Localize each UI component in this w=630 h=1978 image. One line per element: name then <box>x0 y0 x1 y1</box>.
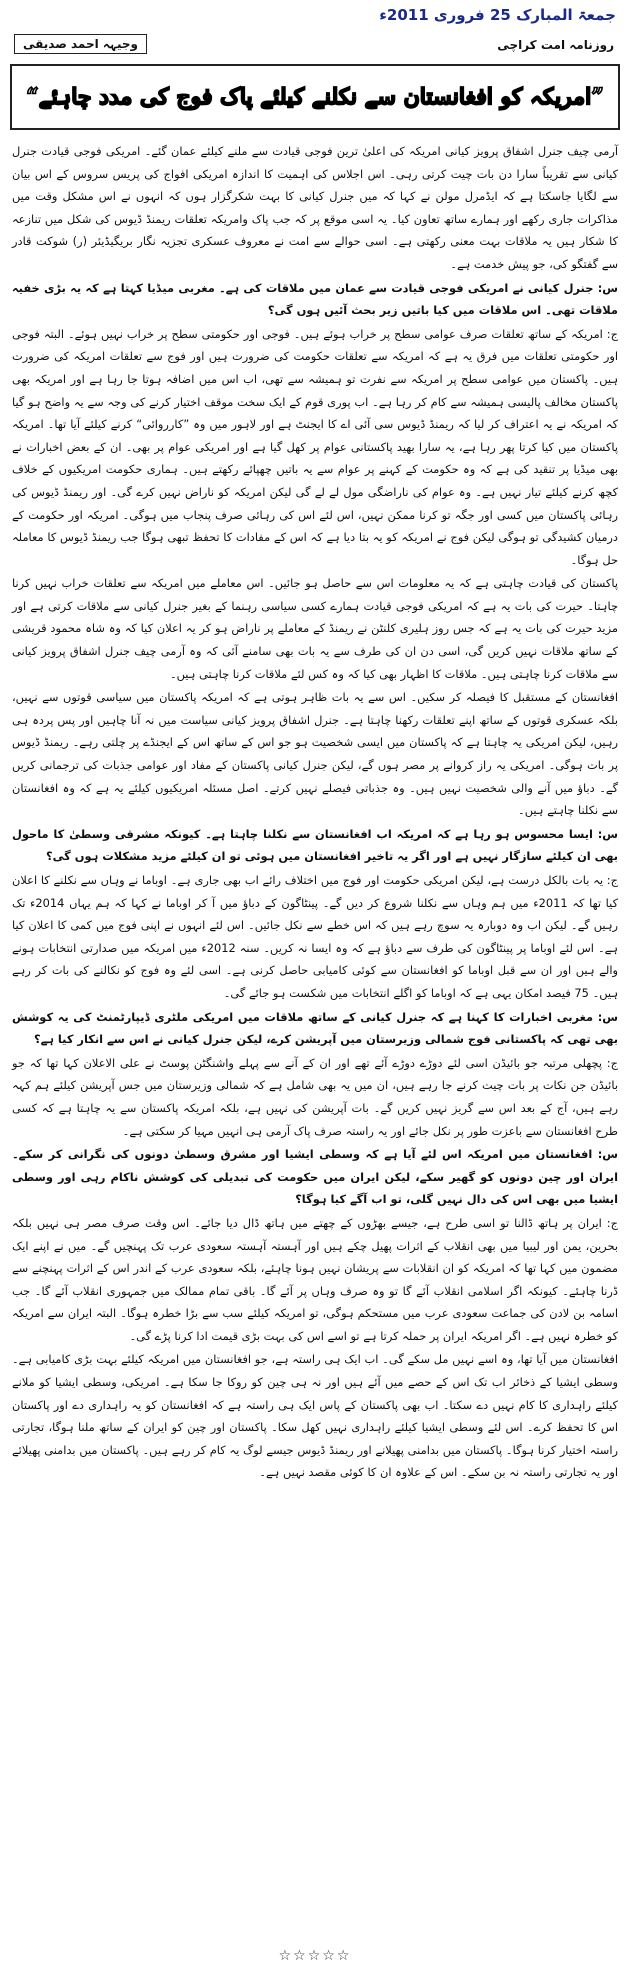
article-paragraph: افغانستان میں آیا تھا، وہ اسے نہیں مل سکے گی۔ اب ایک ہی راستہ ہے، جو افغانستان میں امریکہ کیلئے بہت بڑی کامیابی ہے۔ وسطی ایشیا کے ذخائر اب تک اس کے حصے میں آئے ہیں اور نہ ہی چین کو روکا جا سکا ہے۔ امریکی، وسطی ایشیا کو ملانے کیلئے راہداری کا کام نہیں دے سکتا۔ اب بھی پاکستان کے پاس ایک ہی راستہ ہے کہ افغانستان کو یہ راہداری دے اور پاکستان اس کا تحفظ کرے۔ اس لئے وسطی ایشیا کیلئے راہداری نہیں کھل سکا۔ پاکستان اور چین کو ایران کے ساتھ ملنا ہوگا، تجارتی راستہ اختیار کرنا ہوگا۔ پاکستان میں بدامنی پھیلانے اور ریمنڈ ڈیوس جیسے لوگ یہ کام کر رہے ہیں۔ پاکستان میں بدامنی پھیلائے اور یہ تجارتی راستہ نہ بن سکے۔ اس کے علاوہ ان کا کوئی مقصد نہیں ہے۔ <box>12 1352 618 1480</box>
interview-question: س: ایسا محسوس ہو رہا ہے کہ امریکہ اب افغانستان سے نکلنا چاہتا ہے۔ کیونکہ مشرقی وسطیٰ کا ماحول بھی ان کیلئے سازگار نہیں ہے اور اگر یہ تاخیر افغانستان میں ہوئی تو ان کیلئے مزید مشکلات ہوں گی؟ <box>12 826 618 864</box>
interview-question: س: افغانستان میں امریکہ اس لئے آیا ہے کہ وسطی ایشیا اور مشرق وسطیٰ دونوں کی نگرانی کر سکے۔ ایران اور چین دونوں کو گھیر سکے، لیکن ایران میں حکومت کی تبدیلی کی کوشش ناکام رہی اور وسطی ایشیا میں بھی اس کی دال نہیں گلی، تو اب آگے کیا ہوگا؟ <box>12 1147 618 1207</box>
article-paragraph: افغانستان کے مستقبل کا فیصلہ کر سکیں۔ اس سے یہ بات ظاہر ہوتی ہے کہ امریکہ پاکستان میں سیاسی قوتوں سے نہیں، بلکہ عسکری قوتوں کے ساتھ اپنے تعلقات رکھنا چاہتا ہے۔ جنرل اشفاق پرویز کیانی سیاست میں نہ آنا چاہیں اور پس پردہ ہی رہیں، لیکن امریکی یہ چاہتا ہے کہ پاکستان میں ایسی شخصیت ہو جو اس کے ساتھ اس کے ایجنڈے پر چلتی رہے۔ ریمنڈ ڈیوس پر بات ہوگی۔ امریکی یہ راز کروانے پر مصر ہوں گے، لیکن جنرل کیانی پاکستان کے مفاد اور عوامی جذبات کی ترجمانی کریں گے۔ دباؤ میں آنے والی شخصیت نہیں ہیں۔ وہ جذباتی فیصلے نہیں کرتے۔ اصل مسئلہ امریکیوں کیلئے یہ ہے کہ وہ افغانستان سے نکلنا چاہتے ہیں۔ <box>12 690 618 818</box>
article-body <box>12 140 618 1485</box>
issue-date: جمعۃ المبارک 25 فروری 2011ء <box>379 6 616 24</box>
article-paragraph: ج: امریکہ کے ساتھ تعلقات صرف عوامی سطح پر خراب ہوئے ہیں۔ فوجی اور حکومتی سطح پر خراب نہیں ہوئے۔ البتہ فوجی اور حکومتی تعلقات میں فرق یہ ہے کہ امریکہ سے تعلقات حکومت کی ضرورت ہیں اور فوج سے تعلقات امریکہ کی ضرورت ہیں۔ پاکستان میں عوامی سطح پر امریکہ سے نفرت تو ہمیشہ سے تھی، اب اس میں اضافہ ہوتا جا رہا ہے اور امریکہ بھی پاکستان مخالف پالیسی ہمیشہ سے کام کر رہا ہے۔ اب پوری قوم کے ایک سخت موقف اختیار کرنے کی وجہ سے یہ واضح ہو گیا کہ امریکہ نے یہ اعتراف کر لیا کہ ریمنڈ ڈیوس سی آئی اے کا ایجنٹ ہے اور لاہور میں وہ ”کارروائی“ کرنے کیلئے آیا تھا۔ امریکہ پاکستان میں کیا کرتا پھر رہا ہے، یہ سارا بھید پاکستانی عوام پر کھل گیا ہے اور امریکی عوام پر بھی۔ ان کے بعض اخبارات نے بھی میڈیا پر تنقید کی ہے کہ وہ حکومت کے کہنے پر عوام سے یہ باتیں چھپائے رکھتے ہیں۔ ہماری حکومت امریکیوں کے خلاف کچھ کرنے کیلئے تیار نہیں ہے۔ وہ عوام کی ناراضگی مول لے لے گی لیکن امریکہ کو ناراض نہیں کرے گی۔ اور ریمنڈ ڈیوس کی رہائی پاکستان میں کسی اور جگہ تو کرنا ممکن نہیں، اس لئے اس کی رہائی صرف پنجاب میں ہوگی۔ امریکہ اور حکومت کے درمیان کشیدگی تو ہوگی لیکن فوج نے امریکہ کو یہ بتا دیا ہے کہ اس کے مفادات کا تحفظ تبھی ہوگا جب ریمنڈ ڈیوس کا معاملہ حل ہوگا۔ <box>12 326 618 567</box>
interview-question: س: جنرل کیانی نے امریکی فوجی قیادت سے عمان میں ملاقات کی ہے۔ مغربی میڈیا کہتا ہے کہ یہ بڑی خفیہ ملاقات تھی۔ اس ملاقات میں کیا باتیں زیر بحث آئیں ہوں گی؟ <box>12 280 618 318</box>
interview-question: س: مغربی اخبارات کا کہنا ہے کہ جنرل کیانی کے ساتھ ملاقات میں امریکی ملٹری ڈیپارٹمنٹ کی یہ کوشش بھی تھی کہ پاکستانی فوج شمالی وزیرستان میں آپریشن کرے، لیکن جنرل کیانی نے اس سے انکار کیا ہے؟ <box>12 1009 618 1047</box>
author-byline: وجیہہ احمد صدیقی <box>14 34 147 54</box>
headline-banner <box>10 64 620 130</box>
newspaper-source: روزنامہ امت کراچی <box>497 38 614 52</box>
article-paragraph: پاکستان کی قیادت چاہتی ہے کہ یہ معلومات اس سے حاصل ہو جائیں۔ اس معاملے میں امریکہ سے تعلقات خراب نہیں کرنا چاہتا۔ حیرت کی بات یہ ہے کہ امریکی فوجی قیادت ہمارے کسی سیاسی رہنما کے بغیر جنرل کیانی سے ملاقات کرتی ہے اور مزید حیرت کی بات یہ ہے کہ جس روز ہلیری کلنٹن نے ریمنڈ کے معاملے پر ناراض ہو کر یہ اعلان کیا کہ وہ شاہ محمود قریشی کے ساتھ ملاقات نہیں کریں گی، اسی دن ان کی طرف سے یہ بات بھی سامنے آئی کہ وہ آرمی چیف جنرل اشفاق پرویز کیانی سے ملاقات کرنا چاہتی ہیں۔ ملاقات کا اظہار بھی کیا کہ وہ کس لئے ملاقات کرنا چاہتی ہیں۔ <box>12 576 618 681</box>
headline: ”امریکہ کو افغانستان سے نکلنے کیلئے پاک فوج کی مدد چاہئے“ <box>26 84 604 110</box>
article-paragraph: ج: ایران پر ہاتھ ڈالنا تو اسی طرح ہے، جیسے بھڑوں کے چھتے میں ہاتھ ڈال دیا جائے۔ اس وقت صرف مصر ہی نہیں بلکہ بحرین، یمن اور لیبیا میں بھی انقلاب کے اثرات پھیل چکے ہیں اور آہستہ آہستہ سعودی عرب تک پہنچیں گے۔ میں نے اپنے ایک مضمون میں کہا تھا کہ امریکہ کو ان انقلابات سے پریشان نہیں ہونا چاہئے، بلکہ سعودی عرب کے اندر اس کے اثرات پہنچنے سے ڈرنا چاہئے۔ کیونکہ اگر اسلامی انقلاب آئے گا تو وہ صرف وہاں پر آئے گا۔ باقی تمام ممالک میں جمہوری انقلاب آئے گا۔ جب اسامہ بن لادن کی جماعت سعودی عرب میں مستحکم ہوگی، تو امریکہ کیلئے سب سے بڑا خطرہ ہوگا۔ البتہ ایران سے امریکہ کو خطرہ نہیں ہے۔ اگر امریکہ ایران پر حملہ کرتا ہے تو اسے اس کی بہت بڑی قیمت ادا کرنا پڑے گی۔ <box>12 1215 618 1343</box>
article-paragraph: ج: یہ بات بالکل درست ہے، لیکن امریکی حکومت اور فوج میں اختلاف رائے اب بھی جاری ہے۔ اوباما نے وہاں سے نکلنے کا اعلان کیا تھا کہ 2011ء میں ہم وہاں سے نکلنا شروع کر دیں گے۔ پینٹاگون کے دباؤ میں آ کر اوباما نے کہا کہ ہم یہاں 2014ء تک رہیں گے۔ لیکن اب وہ دوبارہ یہ سوچ رہے ہیں کہ اس خطے سے نکل جائیں۔ اس لئے انہوں نے اپنی فوج میں کمی کا اعلان کیا ہے۔ اس لئے اوباما پر پینٹاگون کی طرف سے دباؤ ہے کہ وہ ایسا نہ کریں۔ سنہ 2012ء میں امریکہ میں صدارتی انتخابات ہونے والے ہیں اور ان سے قبل اوباما کو افغانستان سے کوئی کامیابی حاصل کرنی ہے۔ اسی لئے وہ فوج کو نکالنے کی بات کر رہے ہیں۔ 75 فیصد امکان یہی ہے کہ اوباما کو اگلے انتخابات میں شکست ہو جائے گی۔ <box>12 873 619 1000</box>
article-paragraph: ج: پچھلی مرتبہ جو بائیڈن اسی لئے دوڑے دوڑے آئے تھے اور ان کے آنے سے پہلے واشنگٹن پوسٹ نے علی الاعلان کہا تھا کہ جو بائیڈن جن نکات پر بات چیت کرنے جا رہے ہیں، ان میں یہ بھی شامل ہے کہ شمالی وزیرستان میں جس آپریشن کیلئے ہم کہہ رہے ہیں، آج کے بعد اس سے گریز نہیں کریں گے۔ بات آپریشن کی نہیں ہے، بلکہ امریکہ پاکستان سے یہ چاہتا ہے کہ کسی طرح افغانستان سے باعزت طور پر نکل جائے اور یہ راستہ صرف پاک آرمی ہی انہیں مہیا کر سکتی ہے۔ <box>12 1055 618 1138</box>
article-paragraph: آرمی چیف جنرل اشفاق پرویز کیانی امریکہ کی اعلیٰ ترین فوجی قیادت سے ملنے کیلئے عمان گئے۔ امریکی فوجی قیادت جنرل کیانی سے تقریباً سارا دن بات چیت کرتی رہی۔ اس اجلاس کی اہمیت کا اندازہ امریکی افواج کی پریس سروس کے اس بیان سے لگایا جاسکتا ہے کہ ایڈمرل مولن نے کہا کہ میں جنرل کیانی کا بہت شکرگزار ہوں کہ انہوں نے اس مشکل وقت میں مذاکرات جاری رکھے اور ہمارے ساتھ تعاون کیا۔ یہ اسی موقع پر کہ جب پاک وامریکہ تعلقات ریمنڈ ڈیوس کی شکل میں تنازعہ کا شکار ہیں یہ ملاقات بہت معنی رکھتی ہے۔ اسی حوالے سے امت نے معروف عسکری تجزیہ نگار بریگیڈیئر (ر) شوکت قادر سے گفتگو کی، جو پیش خدمت ہے۔ <box>12 144 618 271</box>
end-stars: ☆☆☆☆☆ <box>278 1948 352 1964</box>
